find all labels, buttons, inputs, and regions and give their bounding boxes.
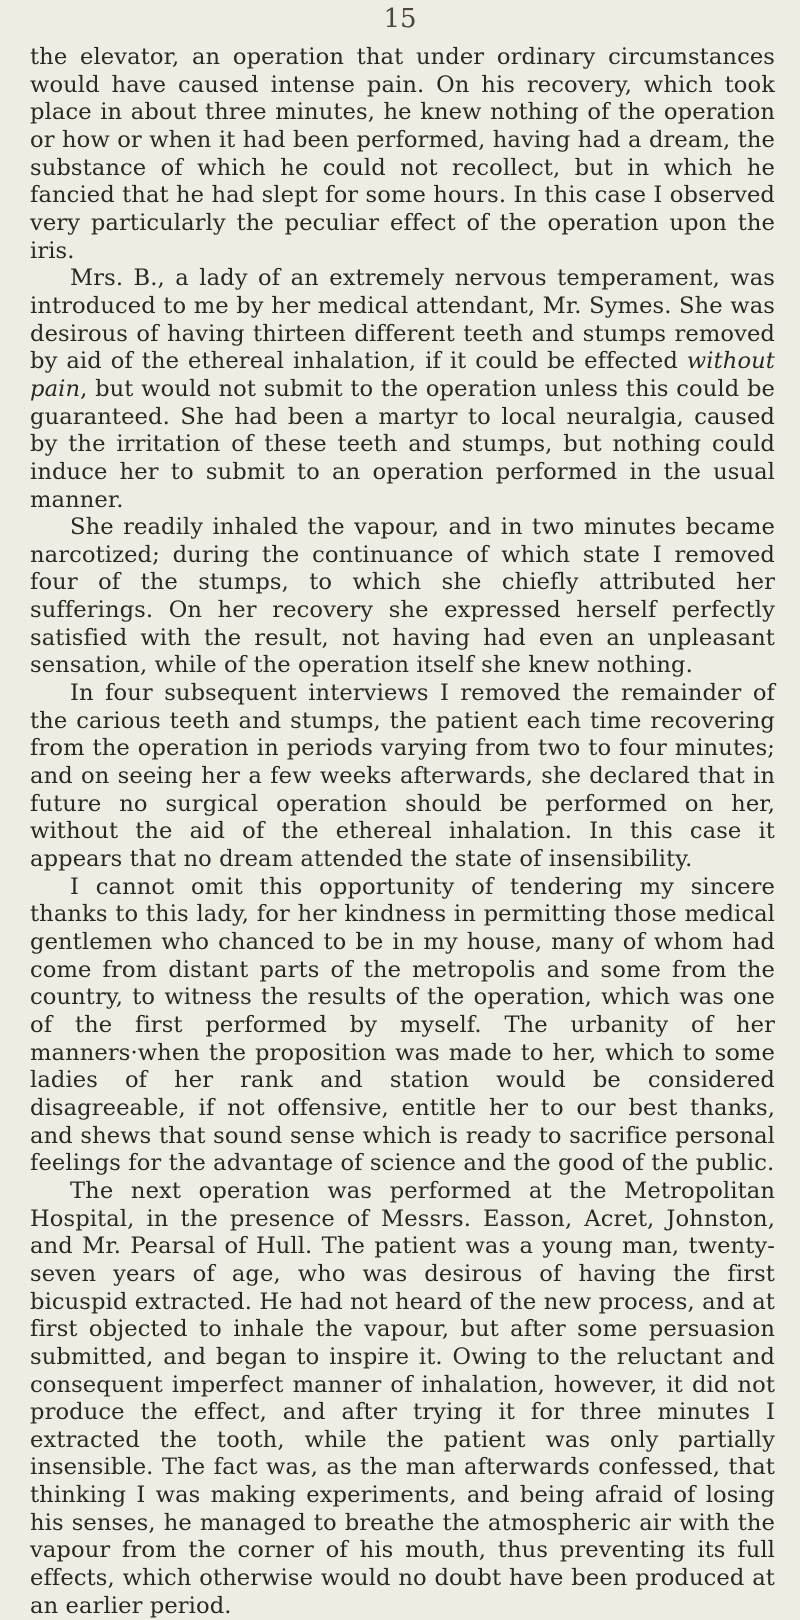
- paragraph-1: the elevator, an operation that under ordinary circumstances would have caused intense pain. On his recovery, which took place in about three minutes, he knew nothing of the operation or how or when it had been performed, having had a dream, the substance of which he could not recollect, but in which he fancied that he had slept for some hours. In this case I observed very particularly the peculiar effect of the operation upon the iris.: [30, 44, 775, 264]
- paragraph-2-lead: Mrs. B., a lady of an extremely nervous temperament, was introduced to me by her medical attendant, Mr. Symes. She was desirous of having thirteen different teeth and stumps removed by aid of the ethereal inhalation, if it could be effected: [30, 265, 775, 375]
- paragraph-2: [30, 265, 775, 514]
- paragraph-3: She readily inhaled the vapour, and in two minutes became narcotized; during the continuance of which state I removed four of the stumps, to which she chiefly attributed her sufferings. On her recovery she expressed herself perfectly satisfied with the result, not having had even an unpleasant sensation, while of the operation itself she knew nothing.: [30, 514, 775, 679]
- paragraph-2-rest: , but would not submit to the operation unless this could be guaranteed. She had been a martyr to local neuralgia, caused by the irritation of these teeth and stumps, but nothing could induce her to submit to an operation performed in the usual manner.: [30, 375, 775, 513]
- paragraph-2-emphasis: without pain: [30, 348, 775, 402]
- paragraph-5: I cannot omit this opportunity of tendering my sincere thanks to this lady, for her kindness in permitting those medical gentlemen who chanced to be in my house, many of whom had come from distant parts of the metropolis and some from the country, to witness the results of the operation, which was one of the first performed by myself. The urbanity of her manners·when the proposition was made to her, which to some ladies of her rank and station would be considered disagreeable, if not offensive, entitle her to our best thanks, and shews that sound sense which is ready to sacrifice personal feelings for the advantage of science and the good of the public.: [30, 873, 775, 1177]
- page-number: 15: [383, 4, 417, 34]
- body-text: [30, 44, 775, 1620]
- paragraph-4: In four subsequent interviews I removed the remainder of the carious teeth and stumps, the patient each time recovering from the operation in periods varying from two to four minutes; and on seeing her a few weeks afterwards, she declared that in future no surgical operation should be performed on her, without the aid of the ethereal inhalation. In this case it appears that no dream attended the state of insensibility.: [30, 680, 775, 873]
- paragraph-6: The next operation was performed at the Metropolitan Hospital, in the presence of Messrs. Easson, Acret, Johnston, and Mr. Pearsal of Hull. The patient was a young man, twenty-seven years of age, who was desirous of having the first bicuspid extracted. He had not heard of the new process, and at first objected to inhale the vapour, but after some persuasion submitted, and began to inspire it. Owing to the reluctant and consequent imperfect manner of inhalation, however, it did not produce the effect, and after trying it for three minutes I extracted the tooth, while the patient was only partially insensible. The fact was, as the man afterwards confessed, that thinking I was making experiments, and being afraid of losing his senses, he managed to breathe the atmospheric air with the vapour from the corner of his mouth, thus preventing its full effects, which otherwise would no doubt have been produced at an earlier period.: [30, 1177, 775, 1619]
